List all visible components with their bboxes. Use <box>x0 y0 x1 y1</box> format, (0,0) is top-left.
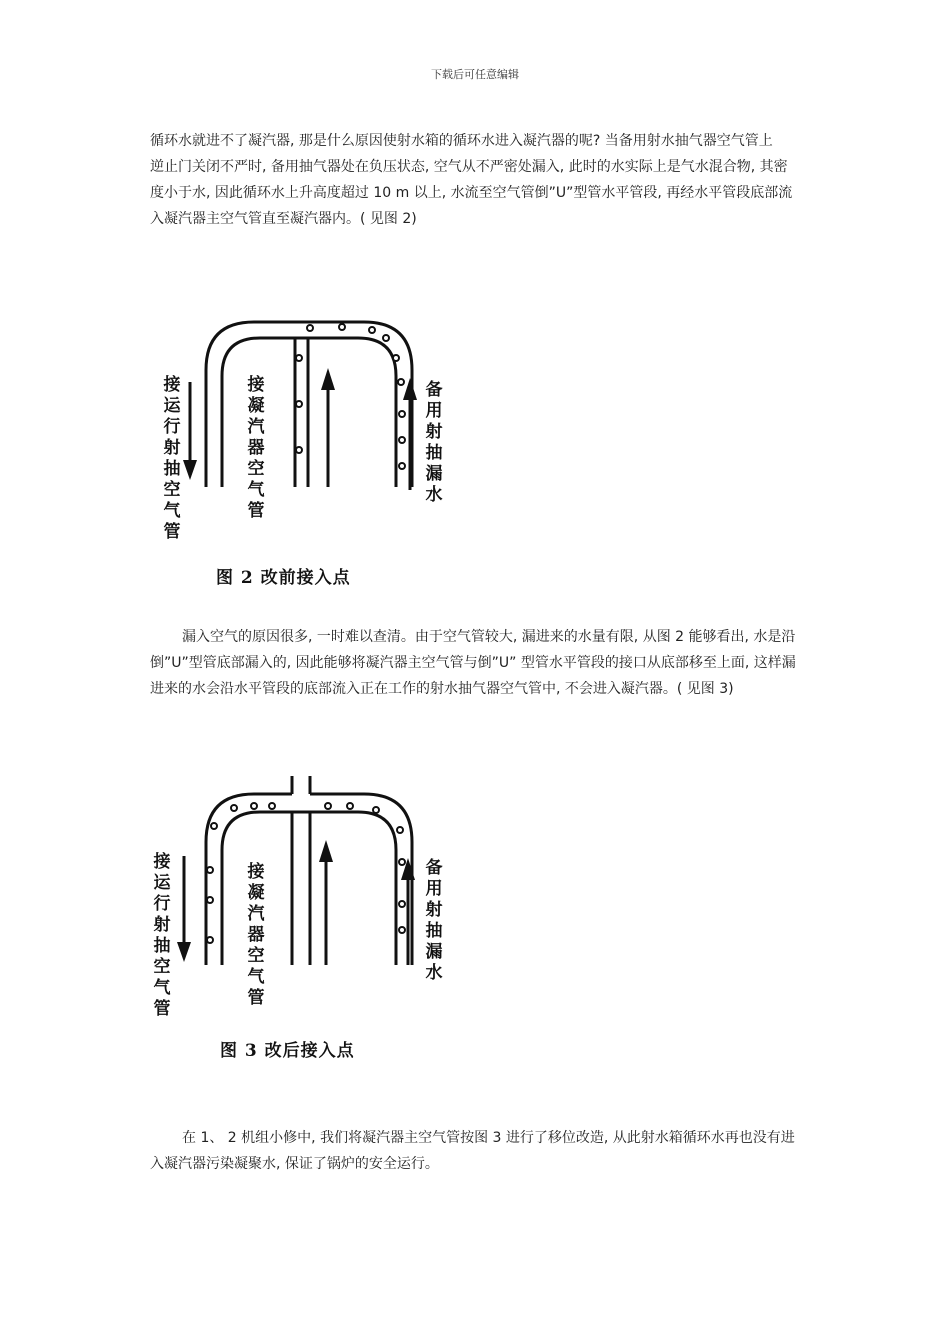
paragraph-1-line-2: 逆止门关闭不严时, 备用抽气器处在负压状态, 空气从不严密处漏入, 此时的水实际上是气水混合物, 其密度小于水, 因此循环水上升高度超过 10 m 以上, 水流至空气管倒”U”型管水平管段, 再经水平管段底部流入凝汽器主空气管直至凝汽器内。( 见图 2) <box>150 159 793 227</box>
fig2-mid-label: 接凝汽器空气管 <box>247 375 265 521</box>
paragraph-2: 漏入空气的原因很多, 一时难以查清。由于空气管较大, 漏进来的水量有限, 从图 2 能够看出, 水是沿倒”U”型管底部漏入的, 因此能够将凝汽器主空气管与倒”U” 型管水平管段的接口从底部移至上面, 这样漏进来的水会沿水平管段的底部流入正在工作的射水抽气器空气管中, 不会进入凝汽器。( 见图 3) <box>150 629 796 697</box>
mid-arrow-head <box>319 840 333 862</box>
figure-3 <box>150 770 480 1070</box>
paragraph-3: 在 1、 2 机组小修中, 我们将凝汽器主空气管按图 3 进行了移位改造, 从此射水箱循环水再也没有进入凝汽器污染凝聚水, 保证了锅炉的安全运行。 <box>150 1130 795 1172</box>
fig3-caption: 图 3 改后接入点 <box>220 1041 355 1061</box>
page-header: 下载后可任意编辑 <box>431 68 519 81</box>
fig2-right-label: 备用射抽漏水 <box>425 380 443 505</box>
paragraph-1 <box>150 128 800 232</box>
fig3-mid-label: 接凝汽器空气管 <box>247 862 265 1008</box>
left-arrow-head <box>177 942 191 962</box>
fig3-left-label: 接运行射抽空气管 <box>153 852 171 1019</box>
fig2-caption: 图 2 改前接入点 <box>216 568 351 588</box>
fig2-left-label: 接运行射抽空气管 <box>163 375 181 542</box>
left-arrow-head <box>183 460 197 480</box>
mid-arrow-head <box>321 368 335 390</box>
paragraph-1-line-1: 循环水就进不了凝汽器, 那是什么原因使射水箱的循环水进入凝汽器的呢? 当备用射水抽气器空气管上 <box>150 133 773 149</box>
fig3-right-label: 备用射抽漏水 <box>425 858 443 983</box>
right-arrow-head <box>403 378 417 400</box>
figure-2 <box>150 300 480 600</box>
